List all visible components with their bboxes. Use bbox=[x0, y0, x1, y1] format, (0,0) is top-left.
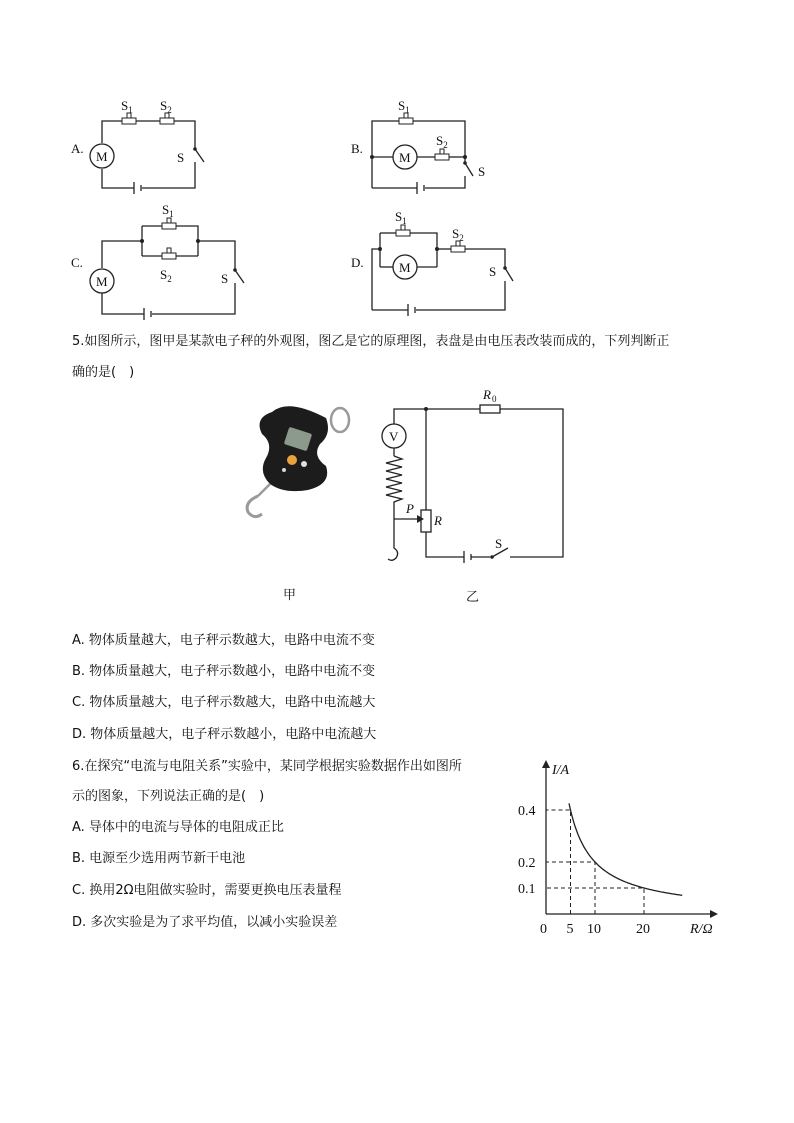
svg-text:S2: $S_2$ bbox=[160, 98, 172, 115]
q5-stem-line1: 5.如图所示，图甲是某款电子秤的外观图，图乙是它的原理图，表盘是由电压表改装而成的，下列判断正 bbox=[72, 334, 670, 349]
rheostat-icon bbox=[421, 510, 431, 532]
y-tick-label: 0.1 bbox=[518, 882, 536, 897]
svg-text:S2: $S_2$ bbox=[160, 267, 172, 284]
svg-text:P: P bbox=[406, 501, 414, 516]
svg-text:S: S bbox=[221, 271, 229, 286]
r0-resistor-icon bbox=[480, 405, 500, 413]
q5-option-a[interactable]: A. 物体质量越大，电子秤示数越大，电路中电流不变 bbox=[72, 633, 375, 648]
svg-text:M: M bbox=[96, 149, 108, 164]
origin-label: 0 bbox=[540, 922, 547, 937]
svg-text:S2: $S_2$ bbox=[436, 133, 448, 150]
y-tick-label: 0.2 bbox=[518, 856, 536, 871]
svg-text:S1: $S_1$ bbox=[162, 202, 174, 219]
svg-text:R: R bbox=[483, 387, 491, 402]
circuit-option-b bbox=[351, 98, 485, 194]
spring-icon bbox=[386, 456, 402, 519]
svg-text:S1: $S_1$ bbox=[398, 98, 410, 115]
circuit-option-d bbox=[351, 209, 513, 316]
svg-text:S: S bbox=[489, 264, 497, 279]
q6-option-c[interactable]: C. 换用2Ω电阻做实验时，需要更换电压表量程 bbox=[72, 883, 342, 898]
svg-text:S: S bbox=[478, 164, 486, 179]
q6-option-b[interactable]: B. 电源至少选用两节新干电池 bbox=[72, 851, 246, 866]
svg-text:V: V bbox=[389, 429, 399, 444]
q6-option-d[interactable]: D. 多次实验是为了求平均值，以减小实验误差 bbox=[72, 915, 338, 930]
q5-option-c[interactable]: C. 物体质量越大，电子秤示数越大，电路中电流越大 bbox=[72, 695, 376, 710]
svg-text:S: S bbox=[177, 150, 185, 165]
circuit-option-c bbox=[71, 202, 244, 320]
svg-text:M: M bbox=[399, 150, 411, 165]
option-d-letter: D. bbox=[351, 255, 364, 270]
svg-text:R: R bbox=[434, 513, 442, 528]
electronic-scale-photo bbox=[228, 400, 358, 530]
circuit-caption: 乙 bbox=[466, 590, 480, 605]
svg-text:0: 0 bbox=[492, 394, 497, 404]
q5-stem-line2: 确的是( ) bbox=[72, 365, 135, 380]
scale-circuit-diagram bbox=[370, 382, 590, 572]
photo-caption: 甲 bbox=[283, 588, 297, 603]
option-c-letter: C. bbox=[71, 255, 83, 270]
current-curve bbox=[569, 803, 682, 895]
svg-text:S: S bbox=[495, 536, 503, 551]
svg-text:S1: $S_1$ bbox=[121, 98, 133, 115]
x-tick-label: 20 bbox=[636, 922, 650, 937]
q6-stem-line1: 6.在探究“电流与电阻关系”实验中，某同学根据实验数据作出如图所 bbox=[72, 759, 462, 774]
svg-text:S2: $S_2$ bbox=[452, 226, 464, 243]
x-tick-label: 5 bbox=[566, 922, 574, 937]
svg-text:M: M bbox=[399, 260, 411, 275]
circuit-option-a bbox=[71, 98, 204, 194]
y-tick-label: 0.4 bbox=[518, 804, 536, 819]
q4-circuits bbox=[0, 0, 794, 330]
svg-text:M: M bbox=[96, 274, 108, 289]
option-a-letter: A. bbox=[71, 141, 84, 156]
q6-option-a[interactable]: A. 导体中的电流与导体的电阻成正比 bbox=[72, 820, 284, 835]
q6-stem-line2: 示的图象，下列说法正确的是( ) bbox=[72, 789, 265, 804]
current-resistance-chart bbox=[510, 750, 750, 940]
x-axis-label: R/Ω bbox=[690, 922, 713, 937]
x-tick-label: 10 bbox=[587, 922, 601, 937]
y-axis-label: I/A bbox=[552, 763, 570, 778]
svg-text:S1: $S_1$ bbox=[395, 209, 407, 226]
q5-option-b[interactable]: B. 物体质量越大，电子秤示数越小，电路中电流不变 bbox=[72, 664, 376, 679]
option-b-letter: B. bbox=[351, 141, 363, 156]
q5-option-d[interactable]: D. 物体质量越大，电子秤示数越小，电路中电流越大 bbox=[72, 727, 377, 742]
